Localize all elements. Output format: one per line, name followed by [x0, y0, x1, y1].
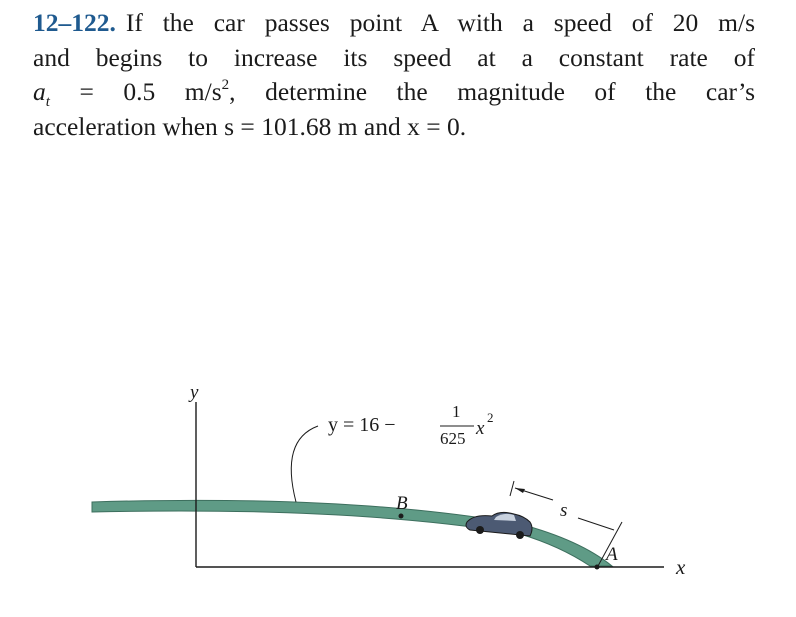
car-icon — [466, 512, 532, 539]
problem-line-2: and begins to increase its speed at a constant rate of — [33, 42, 755, 72]
problem-statement — [33, 6, 755, 144]
point-b-label: B — [396, 493, 408, 514]
figure-svg — [0, 370, 796, 612]
road-surface — [92, 500, 612, 566]
equation-numerator: 1 — [452, 402, 461, 421]
accel-value: = 0.5 m/s — [49, 77, 222, 106]
equation-denominator: 625 — [440, 429, 466, 448]
s-start-tick — [510, 481, 514, 496]
tangential-accel-symbol: a — [33, 77, 46, 106]
problem-line-1 — [33, 6, 755, 41]
s-arrow-left — [515, 488, 525, 493]
problem-text-1: If the car passes point A with a speed of 20 m/s — [125, 8, 755, 37]
arc-length-label: s — [560, 500, 568, 521]
accel-exponent: 2 — [221, 76, 230, 93]
point-b-marker — [399, 514, 404, 519]
y-axis-label: y — [190, 382, 199, 403]
equation-exponent: 2 — [487, 410, 494, 425]
road-figure — [0, 370, 796, 612]
point-a-marker — [595, 565, 600, 570]
equation-lhs: y = 16 − — [328, 414, 396, 436]
problem-number: 12–122. — [33, 8, 116, 37]
equation-leader — [291, 426, 318, 502]
equation-x: x — [476, 418, 485, 439]
problem-line-4: acceleration when s = 101.68 m and x = 0. — [33, 111, 467, 141]
tangential-subscript: t — [45, 94, 50, 111]
problem-line-3 — [33, 75, 755, 110]
point-a-label: A — [606, 544, 618, 565]
x-axis-label: x — [676, 555, 686, 579]
s-dimension-right — [578, 518, 614, 530]
problem-text-3: , determine the magnitude of the car’s — [229, 77, 755, 106]
